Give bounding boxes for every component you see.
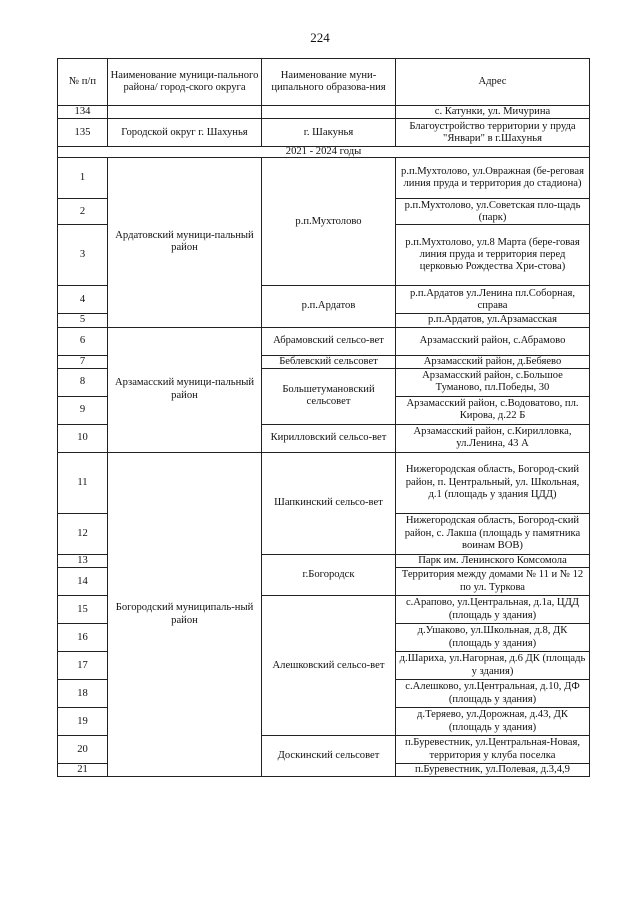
row-num: 8 [58,368,108,396]
district-cell: Городской округ г. Шахунья [108,119,262,147]
district-cell [108,106,262,119]
header-municipality: Наименование муни-ципального образова-ния [262,59,396,106]
row-num: 3 [58,225,108,286]
row-num: 12 [58,513,108,554]
table-row [58,106,590,119]
address-table [57,58,590,777]
municipality-cell: Кирилловский сельсо-вет [262,424,396,452]
row-num: 135 [58,119,108,147]
address-cell: п.Буревестник, ул.Полевая, д.3,4,9 [396,764,590,777]
header-num: № п/п [58,59,108,106]
row-num: 1 [58,158,108,199]
row-num: 4 [58,286,108,314]
address-cell: Арзамасский район, с.Кирилловка, ул.Ленина, 43 А [396,424,590,452]
municipality-cell: г. Шакунья [262,119,396,147]
table-row [58,119,590,147]
district-cell: Арзамасский муници-пальный район [108,327,262,452]
table-row [58,327,590,355]
address-cell: с.Алешково, ул.Центральная, д.10, ДФ (площадь у здания) [396,680,590,708]
address-cell: р.п.Мухтолово, ул.Советская пло-щадь (парк) [396,199,590,225]
municipality-cell: р.п.Мухтолово [262,158,396,286]
row-num: 17 [58,652,108,680]
address-cell: с.Арапово, ул.Центральная, д.1а, ЦДД (площадь у здания) [396,596,590,624]
address-cell: Нижегородская область, Богород-ский район, с. Лакша (площадь у памятника воинам ВОВ) [396,513,590,554]
row-num: 10 [58,424,108,452]
municipality-cell: Алешковский сельсо-вет [262,596,396,736]
table-header-row [58,59,590,106]
municipality-cell: Абрамовский сельсо-вет [262,327,396,355]
row-num: 5 [58,314,108,327]
row-num: 16 [58,624,108,652]
municipality-cell: Доскинский сельсовет [262,736,396,777]
address-cell: Арзамасский район, с.Водоватово, пл. Кирова, д.22 Б [396,396,590,424]
address-cell: Благоустройство территории у пруда "Январи" в г.Шахунья [396,119,590,147]
row-num: 134 [58,106,108,119]
municipality-cell: Беблевский сельсовет [262,355,396,368]
row-num: 9 [58,396,108,424]
address-cell: д.Ушаково, ул.Школьная, д.8, ДК (площадь у здания) [396,624,590,652]
address-cell: р.п.Ардатов ул.Ленина пл.Соборная, справа [396,286,590,314]
period-label: 2021 - 2024 годы [58,147,590,158]
address-cell: р.п.Мухтолово, ул.8 Марта (бере-говая линия пруда и территория перед церковью Рождества Хри-стова) [396,225,590,286]
municipality-cell: г.Богородск [262,554,396,595]
row-num: 7 [58,355,108,368]
row-num: 11 [58,452,108,513]
page-number: 224 [310,30,330,45]
address-cell: Нижегородская область, Богород-ский район, п. Центральный, ул. Школьная, д.1 (площадь у здания ЦДД) [396,452,590,513]
municipality-cell [262,106,396,119]
row-num: 14 [58,568,108,596]
row-num: 6 [58,327,108,355]
address-cell: д.Шариха, ул.Нагорная, д.6 ДК (площадь у здания) [396,652,590,680]
address-cell: р.п.Ардатов, ул.Арзамасская [396,314,590,327]
row-num: 2 [58,199,108,225]
header-district: Наименование муници-пального района/ город-ского округа [108,59,262,106]
address-cell: д.Теряево, ул.Дорожная, д.43, ДК (площадь у здания) [396,708,590,736]
municipality-cell: р.п.Ардатов [262,286,396,327]
district-cell: Ардатовский муници-пальный район [108,158,262,327]
row-num: 21 [58,764,108,777]
row-num: 20 [58,736,108,764]
address-cell: с. Катунки, ул. Мичурина [396,106,590,119]
table-row [58,452,590,513]
municipality-cell: Большетумановский сельсовет [262,368,396,424]
period-row [58,147,590,158]
header-address: Адрес [396,59,590,106]
address-cell: Арзамасский район, с.Большое Туманово, пл.Победы, 30 [396,368,590,396]
table-row [58,158,590,199]
address-cell: п.Буревестник, ул.Центральная-Новая, территория у клуба поселка [396,736,590,764]
district-cell: Богородский муниципаль-ный район [108,452,262,777]
address-cell: Арзамасский район, д.Бебяево [396,355,590,368]
address-cell: Парк им. Ленинского Комсомола [396,554,590,567]
municipality-cell: Шапкинский сельсо-вет [262,452,396,554]
row-num: 18 [58,680,108,708]
row-num: 15 [58,596,108,624]
address-cell: Территория между домами № 11 и № 12 по ул. Туркова [396,568,590,596]
address-cell: Арзамасский район, с.Абрамово [396,327,590,355]
row-num: 13 [58,554,108,567]
row-num: 19 [58,708,108,736]
address-cell: р.п.Мухтолово, ул.Овражная (бе-реговая линия пруда и территория до стадиона) [396,158,590,199]
